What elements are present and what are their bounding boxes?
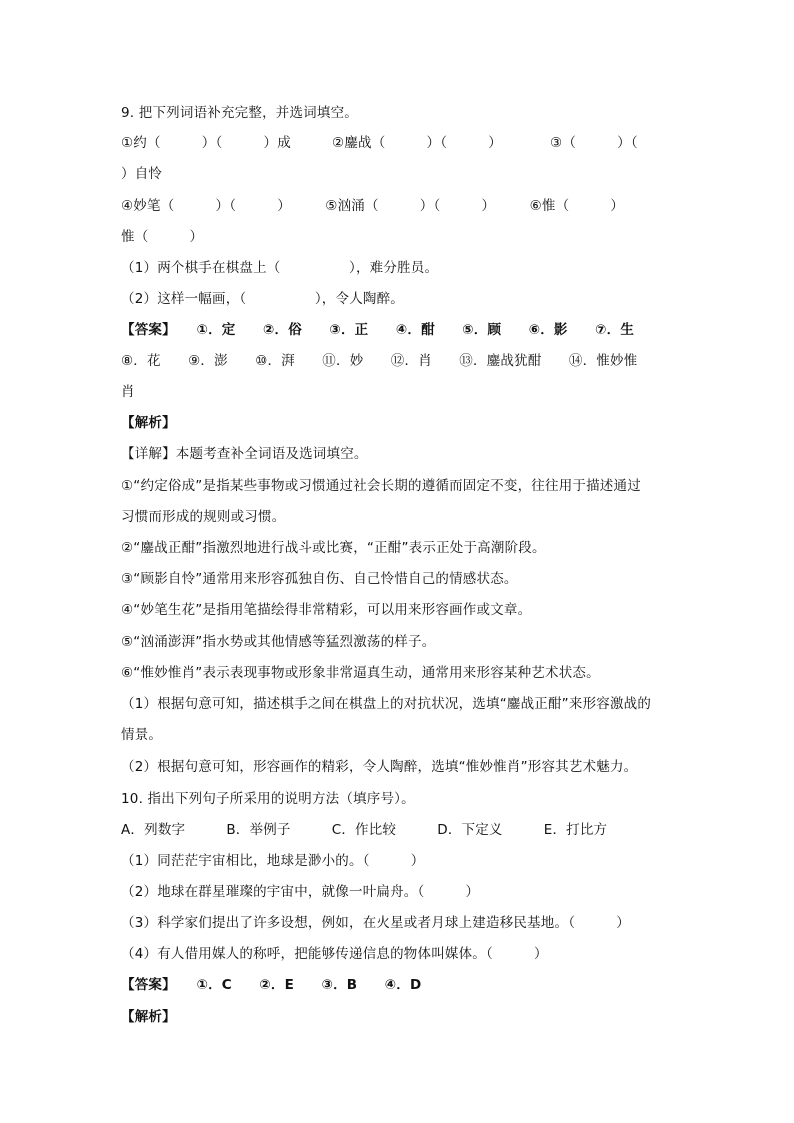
q10-sentence-3: （3）科学家们提出了许多设想，例如，在火星或者月球上建造移民基地。（ ）: [121, 915, 630, 931]
q9-analysis-heading: 【解析】: [121, 415, 176, 431]
q9-detail: 【详解】本题考查补全词语及选词填空。: [121, 446, 368, 462]
q9-line4: 惟（ ）: [121, 229, 204, 245]
q10-options: A．列数字 B．举例子 C．作比较 D．下定义 E．打比方: [121, 822, 608, 838]
q9-explanation-1a: ①“约定俗成”是指某些事物或习惯通过社会长期的遵循而固定不变，往往用于描述通过: [121, 478, 641, 494]
q9-title: 9. 把下列词语补充完整，并选词填空。: [121, 105, 358, 121]
q9-answer-line2: ⑧．花 ⑨．澎 ⑩．湃 ⑪．妙 ⑫．肖 ⑬．鏖战犹酣 ⑭．惟妙惟: [121, 353, 638, 369]
q10-sentence-1: （1）同茫茫宇宙相比，地球是渺小的。（ ）: [121, 853, 425, 869]
q9-explanation-4: ④“妙笔生花”是指用笔描绘得非常精彩，可以用来形容画作或文章。: [121, 602, 532, 618]
q9-explanation-1b: 习惯而形成的规则或习惯。: [121, 509, 286, 525]
q10-sentence-2: （2）地球在群星璀璨的宇宙中，就像一叶扁舟。（ ）: [121, 884, 480, 900]
q9-sentence-2: （2）这样一幅画，（ ），令人陶醉。: [121, 291, 404, 307]
q9-answer-line1: 【答案】 ①．定 ②．俗 ③．正 ④．酣 ⑤．顾 ⑥．影 ⑦．生: [121, 322, 635, 338]
q10-answer: 【答案】 ①．C ②．E ③．B ④．D: [121, 977, 422, 993]
q9-answer-line3: 肖: [121, 384, 135, 400]
q9-explanation-7b: 情景。: [121, 727, 163, 743]
q9-line2: ）自怜: [121, 166, 163, 182]
q9-explanation-3: ③“顾影自怜”通常用来形容孤独自伤、自己怜惜自己的情感状态。: [121, 571, 518, 587]
q9-explanation-5: ⑤“汹涌澎湃”指水势或其他情感等猛烈激荡的样子。: [121, 634, 436, 650]
q9-line1: ①约（ ）（ ）成 ②鏖战（ ）（ ） ③（ ）（: [121, 135, 638, 151]
q9-explanation-2: ②“鏖战正酣”指激烈地进行战斗或比赛，“正酣”表示正处于高潮阶段。: [121, 540, 546, 556]
q10-sentence-4: （4）有人借用媒人的称呼，把能够传递信息的物体叫媒体。（ ）: [121, 946, 548, 962]
q9-line3: ④妙笔（ ）（ ） ⑤汹涌（ ）（ ） ⑥惟（ ）: [121, 198, 625, 214]
q9-explanation-7a: （1）根据句意可知，描述棋手之间在棋盘上的对抗状况，选填“鏖战正酣”来形容激战的: [121, 696, 652, 712]
q10-title: 10. 指出下列句子所采用的说明方法（填序号）。: [121, 791, 415, 807]
q9-sentence-1: （1）两个棋手在棋盘上（ ），难分胜员。: [121, 260, 439, 276]
q10-analysis-heading: 【解析】: [121, 1009, 176, 1025]
q9-explanation-6: ⑥“惟妙惟肖”表示表现事物或形象非常逼真生动，通常用来形容某种艺术状态。: [121, 665, 600, 681]
q9-explanation-8: （2）根据句意可知，形容画作的精彩，令人陶醉，选填“惟妙惟肖”形容其艺术魅力。: [121, 759, 638, 775]
